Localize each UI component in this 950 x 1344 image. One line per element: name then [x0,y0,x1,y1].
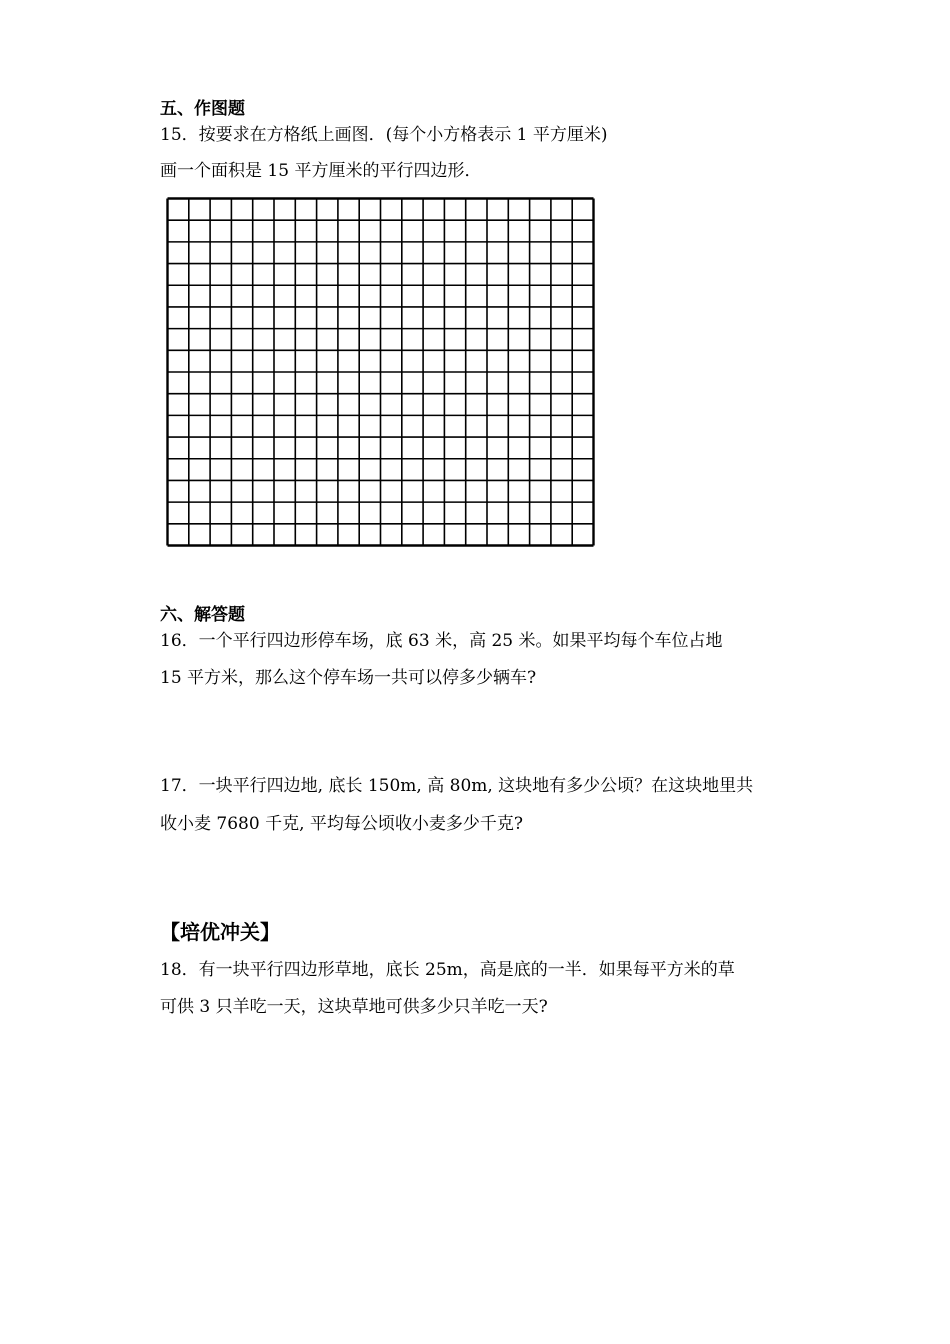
question-18-line-1: 18．有一块平行四边形草地，底长 25m，高是底的一半．如果每平方米的草 [160,960,735,980]
section-5-heading: 五、作图题 [160,99,245,119]
square-grid-paper [166,197,595,547]
bonus-section-heading: 【培优冲关】 [160,920,280,944]
grid-svg [166,197,595,547]
question-18-line-2: 可供 3 只羊吃一天，这块草地可供多少只羊吃一天? [160,997,548,1017]
question-16-line-1: 16．一个平行四边形停车场，底 63 米，高 25 米。如果平均每个车位占地 [160,631,723,651]
question-16-line-2: 15 平方米，那么这个停车场一共可以停多少辆车? [160,668,537,688]
section-6-heading: 六、解答题 [160,605,245,625]
question-17-line-2: 收小麦 7680 千克, 平均每公顷收小麦多少千克? [160,814,523,834]
question-17-line-1: 17．一块平行四边地, 底长 150m, 高 80m, 这块地有多少公顷？在这块地里共 [160,776,754,796]
question-15-instruction: 画一个面积是 15 平方厘米的平行四边形． [160,161,482,181]
question-15-text: 15．按要求在方格纸上画图．(每个小方格表示 1 平方厘米) [160,125,608,145]
